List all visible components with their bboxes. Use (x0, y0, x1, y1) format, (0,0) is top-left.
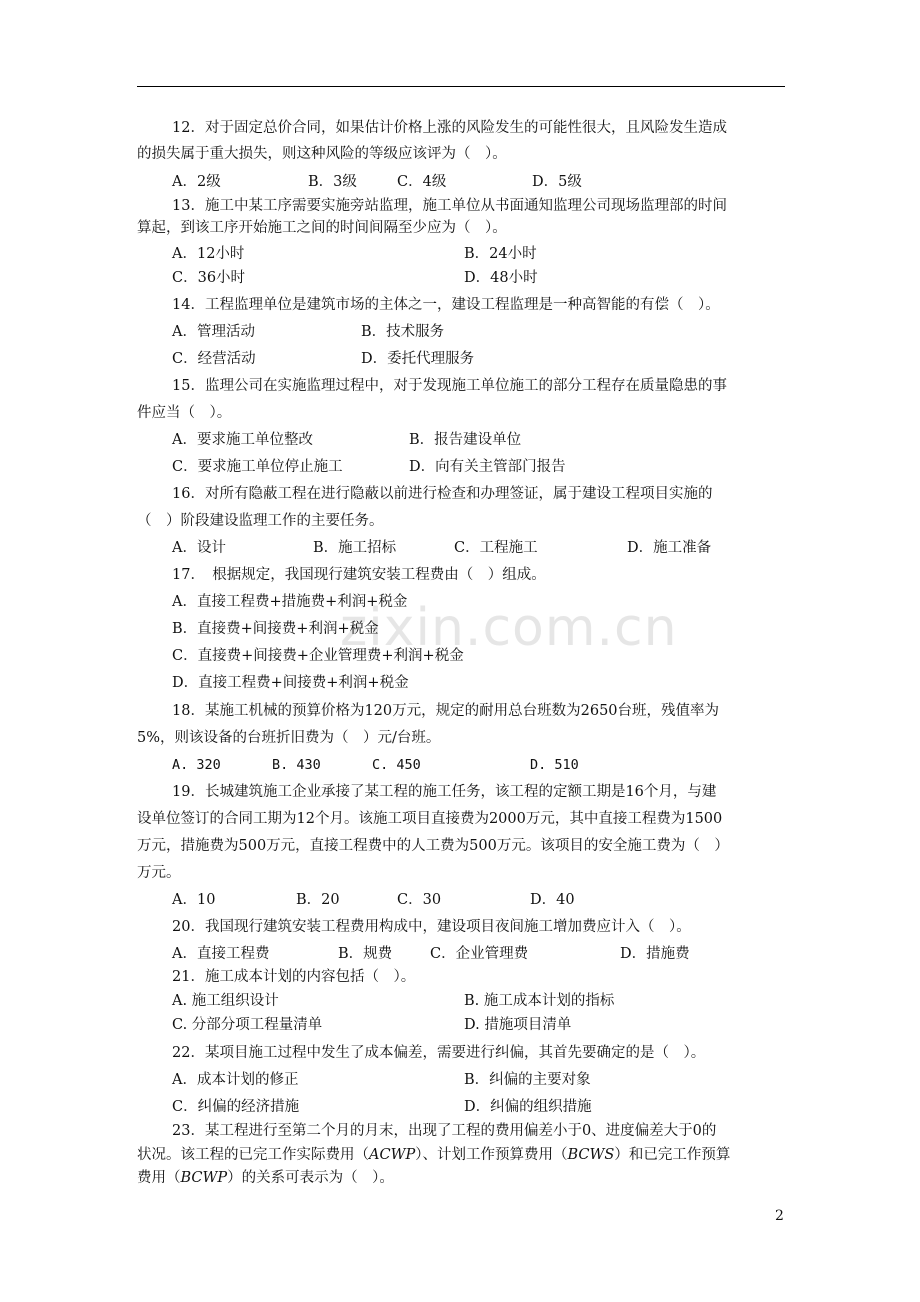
q14-stem-line1: 14．工程监理单位是建筑市场的主体之一，建设工程监理是一种高智能的有偿（ ）。 (172, 297, 720, 313)
q13-option-a: A．12小时 (172, 246, 245, 262)
q23-line3-pre: 费用（ (137, 1170, 181, 1186)
watermark: zixin.com.cn (340, 598, 678, 658)
q20-option-a: A．直接工程费 (172, 946, 270, 962)
q23-acwp: ACWP (369, 1147, 416, 1163)
q20-option-b: B．规费 (338, 946, 393, 962)
q12-option-a: A．2级 (172, 174, 221, 190)
q12-option-b: B．3级 (308, 174, 357, 190)
q23-line2-mid: ）、计划工作预算费用（ (415, 1147, 568, 1163)
q20-stem-line1: 20．我国现行建筑安装工程费用构成中，建设项目夜间施工增加费应计入（ ）。 (172, 919, 691, 935)
q19-stem-line1: 19．长城建筑施工企业承接了某工程的施工任务，该工程的定额工期是16个月，与建 (172, 784, 717, 800)
q21-option-a: A. 施工组织设计 (172, 993, 279, 1009)
q16-stem-line1: 16．对所有隐蔽工程在进行隐蔽以前进行检查和办理签证，属于建设工程项目实施的 (172, 486, 713, 502)
q22-option-d: D．纠偏的组织措施 (464, 1099, 592, 1115)
q15-option-d: D．向有关主管部门报告 (409, 459, 566, 475)
q17-option-b: B．直接费+间接费+利润+税金 (172, 621, 379, 637)
q19-stem-line2: 设单位签订的合同工期为12个月。该施工项目直接费为2000万元，其中直接工程费为1500 (137, 811, 723, 827)
q22-option-b: B．纠偏的主要对象 (464, 1072, 591, 1088)
q18-option-a: A. 320 (172, 757, 221, 773)
q12-stem-line2: 的损失属于重大损失，则这种风险的等级应该评为（ ）。 (137, 146, 507, 162)
q18-option-b: B. 430 (272, 757, 321, 773)
q13-option-c: C．36小时 (172, 270, 246, 286)
q20-option-c: C．企业管理费 (430, 946, 529, 962)
q18-option-c: C. 450 (372, 757, 421, 773)
q17-option-a: A．直接工程费+措施费+利润+税金 (172, 594, 408, 610)
q19-option-d: D．40 (530, 892, 575, 908)
q14-option-c: C．经营活动 (172, 351, 256, 367)
q16-option-a: A．设计 (172, 540, 226, 556)
q23-bcws: BCWS (567, 1147, 615, 1163)
q16-stem-line2: （ ）阶段建设监理工作的主要任务。 (137, 513, 384, 529)
q18-option-d: D. 510 (530, 757, 579, 773)
q23-line2-post: ）和已完工作预算 (614, 1147, 731, 1163)
q21-option-b: B. 施工成本计划的指标 (464, 993, 615, 1009)
q19-stem-line3: 万元，措施费为500万元，直接工程费中的人工费为500万元。该项目的安全施工费为（ ） (137, 838, 729, 854)
q13-stem-line1: 13．施工中某工序需要实施旁站监理，施工单位从书面通知监理公司现场监理部的时间 (172, 198, 727, 214)
q16-option-c: C．工程施工 (454, 540, 538, 556)
q14-option-a: A．管理活动 (172, 324, 255, 340)
q15-option-c: C．要求施工单位停止施工 (172, 459, 343, 475)
q23-line3-post: ）的关系可表示为（ ）。 (227, 1170, 394, 1186)
q20-option-d: D．措施费 (620, 946, 690, 962)
q13-stem-line2: 算起，到该工序开始施工之间的时间间隔至少应为（ ）。 (137, 220, 507, 236)
q22-stem-line1: 22．某项目施工过程中发生了成本偏差，需要进行纠偏，其首先要确定的是（ ）。 (172, 1045, 706, 1061)
q16-option-b: B．施工招标 (313, 540, 397, 556)
q14-option-b: B．技术服务 (361, 324, 445, 340)
q22-option-c: C．纠偏的经济措施 (172, 1099, 300, 1115)
q19-stem-line4: 万元。 (137, 865, 181, 881)
q22-option-a: A．成本计划的修正 (172, 1072, 299, 1088)
q17-option-d: D．直接工程费+间接费+利润+税金 (172, 675, 409, 691)
q19-option-b: B．20 (296, 892, 340, 908)
q19-option-c: C．30 (397, 892, 442, 908)
q15-option-b: B．报告建设单位 (409, 432, 522, 448)
q12-option-d: D．5级 (532, 174, 582, 190)
q19-option-a: A．10 (172, 892, 216, 908)
q18-stem-line1: 18．某施工机械的预算价格为120万元，规定的耐用总台班数为2650台班，残值率为 (172, 703, 720, 719)
q16-option-d: D．施工准备 (627, 540, 712, 556)
q18-stem-line2: 5%，则该设备的台班折旧费为（ ）元/台班。 (137, 730, 441, 746)
q12-stem-line1: 12．对于固定总价合同，如果估计价格上涨的风险发生的可能性很大，且风险发生造成 (172, 120, 727, 136)
q21-option-c: C. 分部分项工程量清单 (172, 1017, 323, 1033)
header-rule (137, 86, 785, 87)
q15-stem-line1: 15．监理公司在实施监理过程中，对于发现施工单位施工的部分工程存在质量隐患的事 (172, 378, 727, 394)
q17-stem-line1: 17． 根据规定，我国现行建筑安装工程费由（ ）组成。 (172, 567, 546, 583)
q17-option-c: C．直接费+间接费+企业管理费+利润+税金 (172, 648, 464, 664)
page-number: 2 (775, 1208, 784, 1224)
q23-stem-line3 (137, 1168, 394, 1188)
q23-stem-line2 (137, 1145, 730, 1165)
q15-stem-line2: 件应当（ ）。 (137, 405, 232, 421)
q21-option-d: D. 措施项目清单 (464, 1017, 572, 1033)
q23-bcwp: BCWP (180, 1170, 228, 1186)
q23-line2-pre: 状况。该工程的已完工作实际费用（ (137, 1147, 369, 1163)
q14-option-d: D．委托代理服务 (361, 351, 475, 367)
q12-option-c: C．4级 (397, 174, 447, 190)
q13-option-b: B．24小时 (464, 246, 537, 262)
q15-option-a: A．要求施工单位整改 (172, 432, 313, 448)
q13-option-d: D．48小时 (464, 270, 538, 286)
q21-stem-line1: 21．施工成本计划的内容包括（ ）。 (172, 969, 416, 985)
q23-stem-line1: 23．某工程进行至第二个月的月末，出现了工程的费用偏差小于0、进度偏差大于0的 (172, 1123, 717, 1139)
